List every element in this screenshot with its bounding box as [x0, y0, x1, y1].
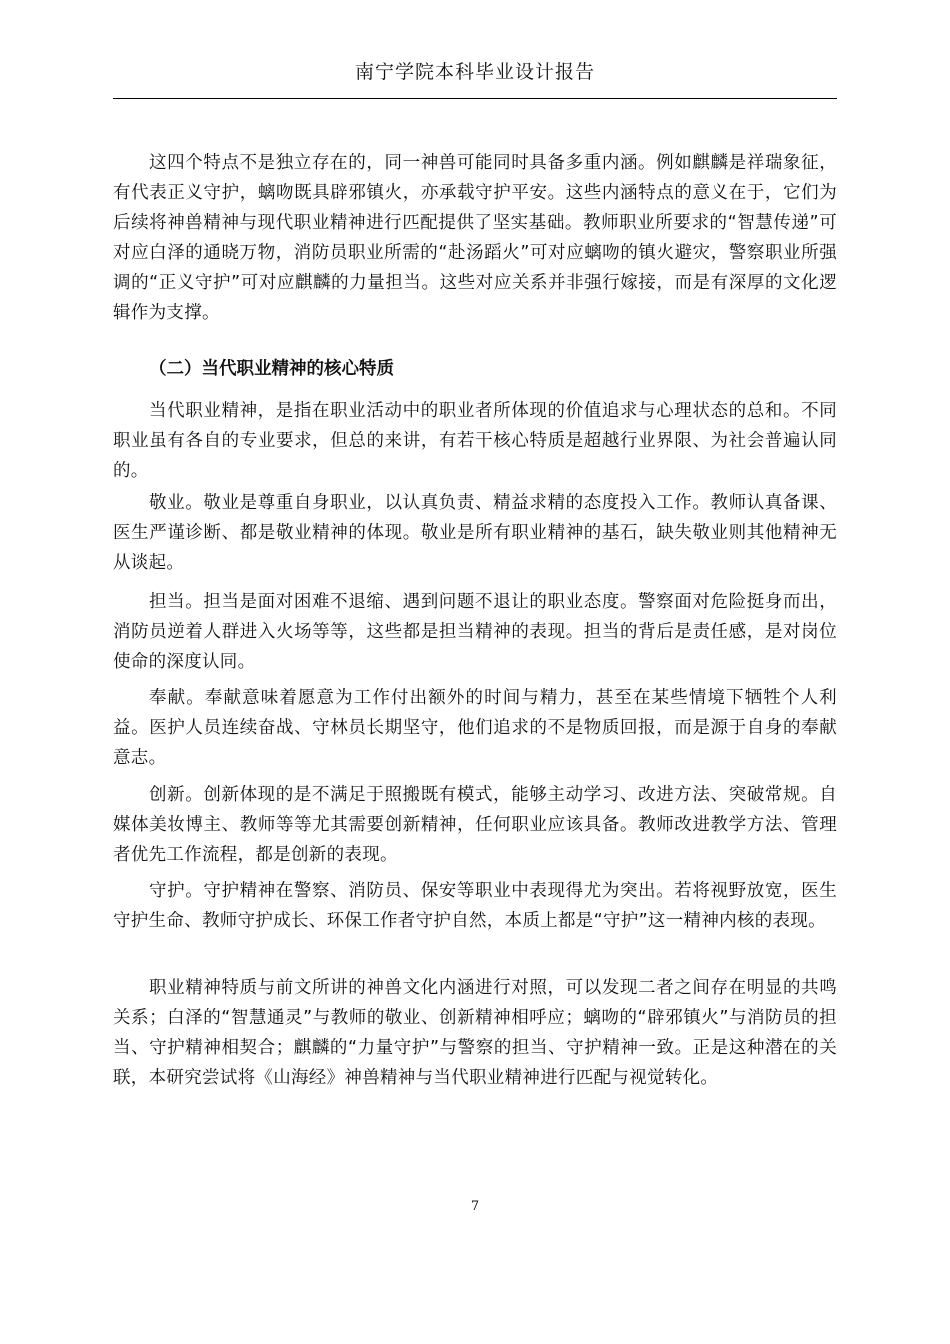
paragraph-3: 敬业。敬业是尊重自身职业，以认真负责、精益求精的态度投入工作。教师认真备课、医生严谨诊断、都是敬业精神的体现。敬业是所有职业精神的基石，缺失敬业则其他精神无从谈起。 — [113, 493, 837, 573]
page-number: 7 — [470, 1199, 480, 1214]
paragraph-8: 职业精神特质与前文所讲的神兽文化内涵进行对照，可以发现二者之间存在明显的共鸣关系；白泽的“智慧通灵”与教师的敬业、创新精神相呼应；螭吻的“辟邪镇火”与消防员的担当、守护精神相契合；麒麟的“力量守护”与警察的担当、守护精神一致。正是这种潜在的关联，本研究尝试将《山海经》神兽精神与当代职业精神进行匹配与视觉转化。 — [113, 978, 837, 1088]
paragraph-2: 当代职业精神，是指在职业活动中的职业者所体现的价值追求与心理状态的总和。不同职业虽有各自的专业要求，但总的来讲，有若干核心特质是超越行业界限、为社会普遍认同的。 — [113, 401, 837, 481]
paragraph-7: 守护。守护精神在警察、消防员、保安等职业中表现得尤为突出。若将视野放宽，医生守护生命、教师守护成长、环保工作者守护自然，本质上都是“守护”这一精神内核的表现。 — [113, 881, 837, 931]
paragraph-1: 这四个特点不是独立存在的，同一神兽可能同时具备多重内涵。例如麒麟是祥瑞象征，有代表正义守护，螭吻既具辟邪镇火，亦承载守护平安。这些内涵特点的意义在于，它们为后续将神兽精神与现代职业精神进行匹配提供了坚实基础。教师职业所要求的“智慧传递”可对应白泽的通晓万物，消防员职业所需的“赴汤蹈火”可对应螭吻的镇火避灾，警察职业所强调的“正义守护”可对应麒麟的力量担当。这些对应关系并非强行嫁接，而是有深厚的文化逻辑作为支撑。 — [113, 153, 837, 323]
paragraph-4: 担当。担当是面对困难不退缩、遇到问题不退让的职业态度。警察面对危险挺身而出，消防员逆着人群进入火场等等，这些都是担当精神的表现。担当的背后是责任感，是对岗位使命的深度认同。 — [113, 592, 837, 672]
page-header-title: 南宁学院本科毕业设计报告 — [354, 61, 595, 83]
header-divider — [113, 98, 837, 99]
paragraph-5: 奉献。奉献意味着愿意为工作付出额外的时间与精力，甚至在某些情境下牺牲个人利益。医护人员连续奋战、守林员长期坚守，他们追求的不是物质回报，而是源于自身的奉献意志。 — [113, 688, 837, 768]
paragraph-6: 创新。创新体现的是不满足于照搬既有模式，能够主动学习、改进方法、突破常规。自媒体美妆博主、教师等等尤其需要创新精神，任何职业应该具备。教师改进教学方法、管理者优先工作流程，都是创新的表现。 — [113, 785, 837, 865]
section-heading: （二）当代职业精神的核心特质 — [149, 359, 394, 379]
